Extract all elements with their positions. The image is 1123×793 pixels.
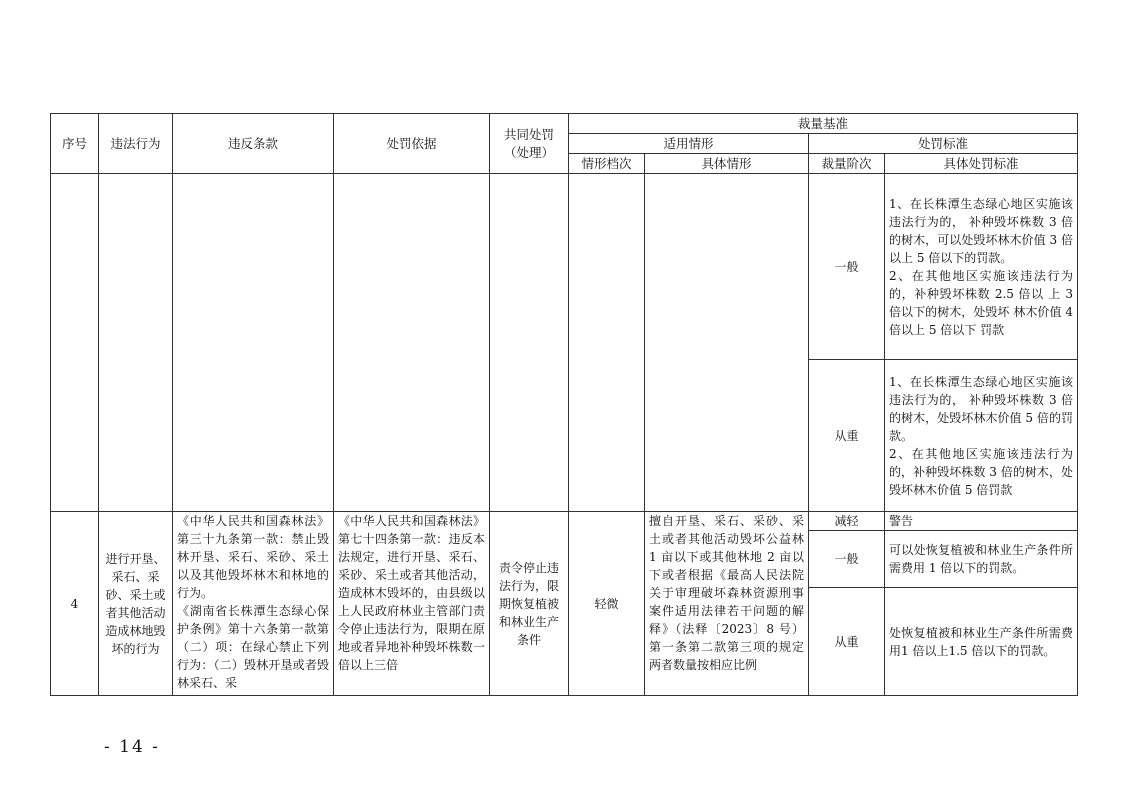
table-row xyxy=(51,174,1078,360)
row4-detail-normal: 可以处恢复植被和林业生产条件所需费用 1 倍以下的罚款。 xyxy=(885,531,1078,588)
header-clause: 违反条款 xyxy=(173,114,334,174)
header-level: 情形档次 xyxy=(569,154,645,174)
header-situation: 具体情形 xyxy=(645,154,809,174)
row4-grade-normal: 一般 xyxy=(809,531,885,588)
row4-clause: 《中华人民共和国森林法》第三十九条第一款：禁止毁林开垦、采石、采砂、采土以及其他毁坏林木和林地的行为。 《湖南省长株潭生态绿心保护条例》第十六条第一款第（二）项：在绿心禁止下列行为：（二）毁林开垦或者毁林采石、采 xyxy=(173,512,334,696)
cont-empty-situation xyxy=(645,174,809,512)
cont-empty-common xyxy=(490,174,569,512)
table-row xyxy=(51,512,1078,531)
header-standard: 处罚标准 xyxy=(809,134,1078,154)
row4-common: 责令停止违法行为，限期恢复植被和林业生产条件 xyxy=(490,512,569,696)
header-basis: 处罚依据 xyxy=(334,114,490,174)
row4-level: 轻微 xyxy=(569,512,645,696)
cont-grade-heavy: 从重 xyxy=(809,360,885,512)
row4-act: 进行开垦、采石、采砂、采土或者其他活动造成林地毁坏的行为 xyxy=(99,512,173,696)
penalty-table xyxy=(50,113,1078,696)
cont-empty-act xyxy=(99,174,173,512)
cont-empty-clause xyxy=(173,174,334,512)
penalty-table-sheet xyxy=(50,113,1077,696)
header-discretion: 裁量基准 xyxy=(569,114,1078,134)
header-grade: 裁量阶次 xyxy=(809,154,885,174)
header-applicable: 适用情形 xyxy=(569,134,809,154)
header-detail: 具体处罚标准 xyxy=(885,154,1078,174)
cont-empty-seq xyxy=(51,174,99,512)
row4-detail-lighter: 警告 xyxy=(885,512,1078,531)
header-act: 违法行为 xyxy=(99,114,173,174)
cont-empty-level xyxy=(569,174,645,512)
row4-situation: 擅自开垦、采石、采砂、采土或者其他活动毁坏公益林 1 亩以下或其他林地 2 亩以下或者根据《最高人民法院关于审理破坏森林资源刑事案件适用法律若干问题的解释》（法释〔2023〕8 号）第一条第二款第三项的规定两者数量按相应比例 xyxy=(645,512,809,696)
cont-empty-basis xyxy=(334,174,490,512)
row4-grade-lighter: 减轻 xyxy=(809,512,885,531)
header-common: 共同处罚（处理） xyxy=(490,114,569,174)
row4-basis: 《中华人民共和国森林法》第七十四条第一款：违反本法规定，进行开垦、采石、采砂、采土或者其他活动，造成林木毁坏的，由县级以上人民政府林业主管部门责令停止违法行为，限期在原地或者异地补种毁坏株数一倍以上三倍 xyxy=(334,512,490,696)
row4-seq: 4 xyxy=(51,512,99,696)
row4-detail-heavy: 处恢复植被和林业生产条件所需费用1 倍以上1.5 倍以下的罚款。 xyxy=(885,588,1078,696)
cont-detail-normal: 1、在长株潭生态绿心地区实施该违法行为的， 补种毁坏株数 3 倍的树木，可以处毁坏林木价值 3 倍以上 5 倍以下的罚款。 2、在其他地区实施该违法行为的，补种毁坏株数 2.5 倍以 上 3 倍以下的树木，处毁坏 林木价值 4 倍以上 5 倍以下 罚款 xyxy=(885,174,1078,360)
header-seq: 序号 xyxy=(51,114,99,174)
cont-detail-heavy: 1、在长株潭生态绿心地区实施该违法行为的， 补种毁坏株数 3 倍的树木，处毁坏林木价值 5 倍的罚款。 2、在其他地区实施该违法行为的，补种毁坏株数 3 倍的树木，处毁坏林木价值 5 倍罚款 xyxy=(885,360,1078,512)
page-number: - 14 - xyxy=(104,737,160,757)
row4-grade-heavy: 从重 xyxy=(809,588,885,696)
cont-grade-normal: 一般 xyxy=(809,174,885,360)
